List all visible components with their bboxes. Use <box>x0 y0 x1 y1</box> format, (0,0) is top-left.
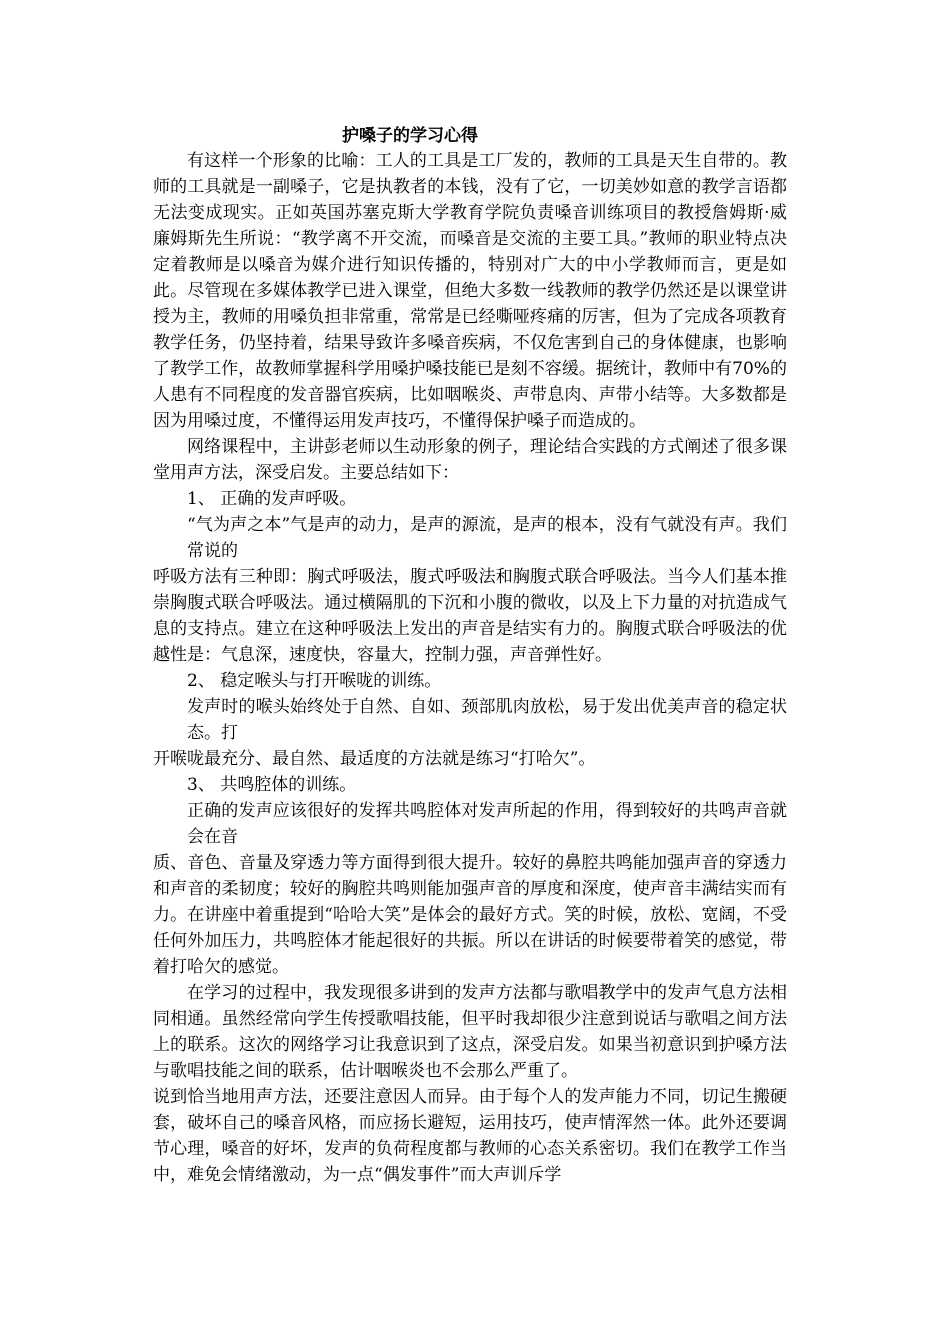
document-body <box>153 148 787 1188</box>
paragraph: 正确的发声应该很好的发挥共鸣腔体对发声所起的作用，得到较好的共鸣声音就会在音 <box>187 801 787 847</box>
paragraph: 有这样一个形象的比喻：工人的工具是工厂发的，教师的工具是天生自带的。教师的工具就是一副嗓子，它是执教者的本钱，没有了它，一切美妙如意的教学言语都无法变成现实。正如英国苏塞克斯大学教育学院负责嗓音训练项目的教授詹姆斯·威廉姆斯先生所说：“教学离不开交流，而嗓音是交流的主要工具。”教师的职业特点决定着教师是以嗓音为媒介进行知识传播的，特别对广大的中小学教师而言，更是如此。尽管现在多媒体教学已进入课堂，但绝大多数一线教师的教学仍然还是以课堂讲授为主，教师的用嗓负担非常重，常常是已经嘶哑疼痛的厉害，但为了完成各项教育教学任务，仍坚持着，结果导致许多嗓音疾病，不仅危害到自己的身体健康，也影响了教学工作，故教师掌握科学用嗓护嗓技能已是刻不容缓。据统计，教师中有70%的人患有不同程度的发音器官疾病，比如咽喉炎、声带息肉、声带小结等。大多数都是因为用嗓过度，不懂得运用发声技巧，不懂得保护嗓子而造成的。 <box>153 151 787 431</box>
paragraph: 开喉咙最充分、最自然、最适度的方法就是练习“打哈欠”。 <box>153 749 596 769</box>
document-title: 护嗓子的学习心得 <box>342 126 478 146</box>
paragraph: 说到恰当地用声方法，还要注意因人而异。由于每个人的发声能力不同，切记生搬硬套，破坏自己的嗓音风格，而应扬长避短，运用技巧，使声情浑然一体。此外还要调节心理，嗓音的好坏，发声的负荷程度都与教师的心态关系密切。我们在教学工作当中，难免会情绪激动，为一点“偶发事件”而大声训斥学 <box>153 1087 787 1185</box>
paragraph: 网络课程中，主讲彭老师以生动形象的例子，理论结合实践的方式阐述了很多课堂用声方法，深受启发。主要总结如下： <box>153 437 787 483</box>
paragraph: 质、音色、音量及穿透力等方面得到很大提升。较好的鼻腔共鸣能加强声音的穿透力和声音的柔韧度；较好的胸腔共鸣则能加强声音的厚度和深度，使声音丰满结实而有力。在讲座中着重提到“哈哈大笑”是体会的最好方式。笑的时候，放松、宽阔，不受任何外加压力，共鸣腔体才能起很好的共振。所以在讲话的时候要带着笑的感觉，带着打哈欠的感觉。 <box>153 853 787 977</box>
paragraph: 2、 稳定喉头与打开喉咙的训练。 <box>187 671 442 691</box>
paragraph: “气为声之本”气是声的动力，是声的源流，是声的根本，没有气就没有声。我们常说的 <box>187 515 787 561</box>
paragraph: 发声时的喉头始终处于自然、自如、颈部肌肉放松，易于发出优美声音的稳定状态。打 <box>187 697 787 743</box>
paragraph: 在学习的过程中，我发现很多讲到的发声方法都与歌唱教学中的发声气息方法相同相通。虽然经常向学生传授歌唱技能，但平时我却很少注意到说话与歌唱之间方法上的联系。这次的网络学习让我意识到了这点，深受启发。如果当初意识到护嗓方法与歌唱技能之间的联系，估计咽喉炎也不会那么严重了。 <box>153 983 787 1081</box>
paragraph: 1、 正确的发声呼吸。 <box>187 489 357 509</box>
paragraph: 3、 共鸣腔体的训练。 <box>187 775 357 795</box>
paragraph: 呼吸方法有三种即：胸式呼吸法，腹式呼吸法和胸腹式联合呼吸法。当今人们基本推崇胸腹式联合呼吸法。通过横隔肌的下沉和小腹的微收，以及上下力量的对抗造成气息的支持点。建立在这种呼吸法上发出的声音是结实有力的。胸腹式联合呼吸法的优越性是：气息深，速度快，容量大，控制力强，声音弹性好。 <box>153 567 787 665</box>
